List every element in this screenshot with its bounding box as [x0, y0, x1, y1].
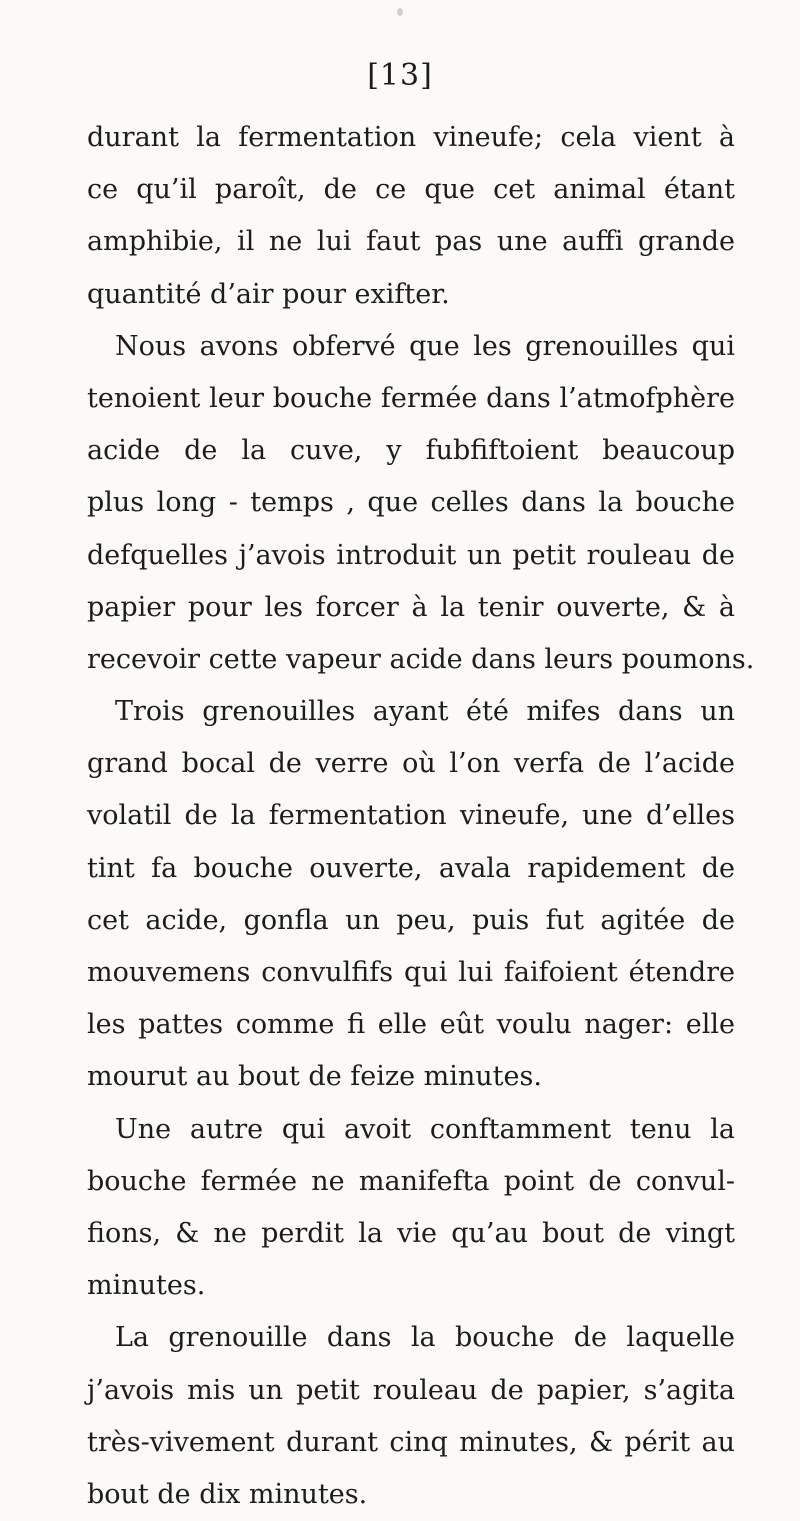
text-line: recevoir cette vapeur acide dans leurs poumons.	[87, 643, 755, 675]
text-line: durant la fermentation vineufe; cela vient à	[87, 122, 735, 153]
text-line: cet acide, gonfla un peu, puis fut agitée de	[87, 904, 735, 936]
paragraph-start-line: Trois grenouilles ayant été mifes dans un	[115, 696, 735, 728]
text-line: tenoient leur bouche fermée dans l’atmofphère	[87, 382, 735, 414]
text-line: papier pour les forcer à la tenir ouverte, & à	[87, 591, 735, 623]
text-line: ce qu’il paroît, de ce que cet animal étant	[87, 174, 735, 206]
text-line: quantité d’air pour exifter.	[87, 278, 450, 310]
text-line: bout de dix minutes.	[87, 1478, 368, 1510]
text-line: minutes.	[87, 1270, 206, 1302]
body-text	[87, 112, 755, 1521]
text-line: volatil de la fermentation vineufe, une d’elles	[87, 800, 735, 832]
print-mark	[397, 8, 403, 16]
text-line: acide de la cuve, y fubfiftoient beaucoup	[87, 435, 735, 467]
text-line: defquelles j’avois introduit un petit rouleau de	[87, 539, 735, 571]
text-line: mouvemens convulfifs qui lui faifoient étendre	[87, 957, 735, 988]
text-line: grand bocal de verre où l’on verfa de l’acide	[87, 748, 735, 780]
text-line: les pattes comme fi elle eût voulu nager: elle	[87, 1009, 735, 1041]
page-number: [13]	[367, 58, 433, 93]
text-line: bouche fermée ne manifefta point de convul-	[87, 1165, 735, 1197]
text-line: j’avois mis un petit rouleau de papier, s’agita	[87, 1374, 735, 1406]
paragraph-start-line: Une autre qui avoit conftamment tenu la	[115, 1113, 735, 1145]
text-line: amphibie, il ne lui faut pas une auffi grande	[87, 226, 735, 258]
text-line: très-vivement durant cinq minutes, & périt au	[87, 1426, 735, 1458]
paragraph-start-line: Nous avons obfervé que les grenouilles qui	[115, 330, 735, 362]
paragraph-start-line: La grenouille dans la bouche de laquelle	[115, 1322, 735, 1354]
text-line: tint fa bouche ouverte, avala rapidement de	[87, 852, 735, 884]
text-line: fions, & ne perdit la vie qu’au bout de vingt	[87, 1217, 735, 1249]
text-line: plus long - temps , que celles dans la bouche	[87, 487, 735, 519]
text-line: mourut au bout de feize minutes.	[87, 1061, 542, 1093]
